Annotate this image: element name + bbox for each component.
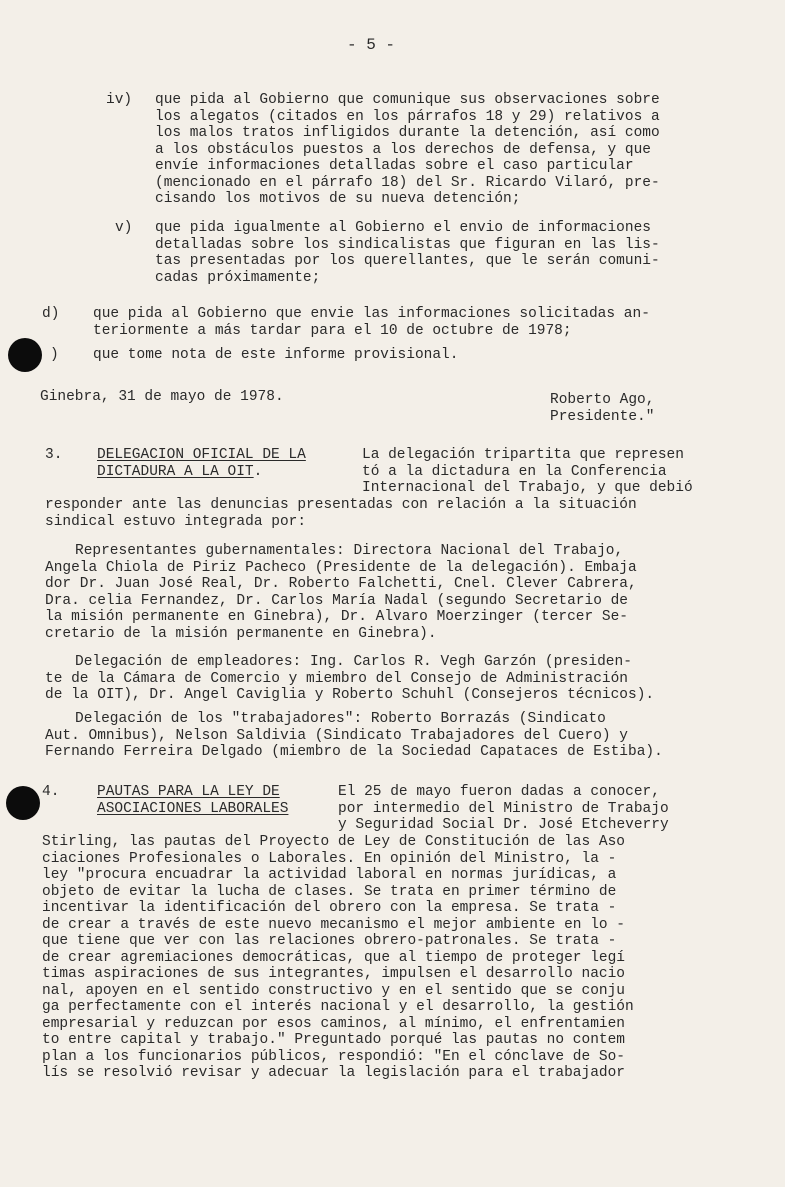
item-iv-text [155, 92, 660, 208]
text-line: Stirling, las pautas del Proyecto de Ley de Constitución de las Aso [42, 834, 625, 850]
text-line: incentivar la identificación del obrero con la empresa. Se trata - [42, 900, 617, 916]
binder-hole-top [8, 338, 42, 372]
text-line: y Seguridad Social Dr. José Etcheverry [338, 817, 669, 833]
text-line: que pida al Gobierno que envie las informaciones solicitadas an- [93, 306, 650, 322]
employers-delegation-paragraph [45, 654, 654, 704]
section-3-heading-line: DICTADURA A LA OIT [97, 463, 254, 480]
section-3-heading-end: . [253, 463, 263, 480]
text-line: la misión permanente en Ginebra), Dr. Alvaro Moerzinger (tercer Se- [45, 609, 628, 625]
text-line: Delegación de los "trabajadores": Roberto Borrazás (Sindicato [75, 711, 606, 727]
text-line: dor Dr. Juan José Real, Dr. Roberto Falchetti, Cnel. Clever Cabrera, [45, 576, 637, 592]
text-line: cretario de la misión permanente en Ginebra). [45, 625, 437, 642]
section-4-body [42, 834, 634, 1082]
text-line: Representantes gubernamentales: Directora Nacional del Trabajo, [75, 543, 624, 559]
text-line: to entre capital y trabajo." Preguntado porqué las pautas no contem [42, 1032, 625, 1048]
government-representatives-paragraph [45, 543, 637, 642]
text-line: La delegación tripartita que represen [362, 447, 684, 463]
text-line: tó a la dictadura en la Conferencia [362, 463, 667, 480]
binder-hole-bottom [6, 786, 40, 820]
text-line: lís se resolvió revisar y adecuar la legislación para el trabajador [42, 1065, 625, 1081]
text-line: Delegación de empleadores: Ing. Carlos R. Vegh Garzón (presiden- [75, 654, 632, 670]
workers-delegation-paragraph [45, 711, 663, 761]
place-date: Ginebra, 31 de mayo de 1978. [40, 389, 284, 405]
text-line: Dra. celia Fernandez, Dr. Carlos María Nadal (segundo Secretario de [45, 592, 628, 609]
section-4-heading-line: PAUTAS PARA LA LEY DE [97, 784, 280, 800]
text-line: ley "procura encuadrar la actividad laboral en normas jurídicas, a [42, 867, 617, 883]
text-line: que pida igualmente al Gobierno el envio de informaciones [155, 220, 651, 236]
item-v-label: v) [115, 220, 133, 236]
text-line: responder ante las denuncias presentadas con relación a la situación [45, 497, 637, 513]
item-iv-label: iv) [106, 92, 133, 108]
section-4-intro [338, 784, 669, 834]
item-d-label: d) [42, 306, 60, 322]
signatory-role: Presidente." [550, 408, 655, 425]
text-line: detalladas sobre los sindicalistas que figuran en las lis- [155, 236, 660, 253]
text-line: plan a los funcionarios públicos, respondió: "En el cónclave de So- [42, 1048, 625, 1065]
text-line: los malos tratos infligidos durante la detención, así como [155, 125, 660, 141]
text-line: El 25 de mayo fueron dadas a conocer, [338, 784, 660, 800]
text-line: que tome nota de este informe provisional. [93, 347, 459, 363]
text-line: de crear a través de este nuevo mecanismo el mejor ambiente en lo - [42, 916, 625, 933]
item-d-text [93, 306, 650, 339]
text-line: de crear agremiaciones democráticas, que al tiempo de proteger legí [42, 949, 625, 966]
text-line: que tiene que ver con las relaciones obrero-patronales. Se trata - [42, 933, 617, 949]
text-line: por intermedio del Ministro de Trabajo [338, 800, 669, 817]
item-v-text [155, 220, 660, 286]
text-line: Internacional del Trabajo, y que debió [362, 480, 693, 496]
text-line: Aut. Omnibus), Nelson Saldivia (Sindicato Trabajadores del Cuero) y [45, 727, 628, 744]
signatory-name: Roberto Ago, [550, 392, 655, 408]
text-line: cisando los motivos de su nueva detención; [155, 191, 521, 207]
text-line: cadas próximamente; [155, 269, 321, 286]
item-e-text [93, 347, 458, 364]
text-line: ciaciones Profesionales o Laborales. En opinión del Ministro, la - [42, 850, 617, 867]
text-line: los alegatos (citados en los párrafos 18 y 29) relativos a [155, 108, 660, 125]
text-line: a los obstáculos puestos a los derechos de defensa, y que [155, 141, 651, 158]
signature-block [550, 392, 654, 425]
section-4-number: 4. [42, 784, 60, 800]
text-line: empresarial y reduzcan por esos caminos, al mínimo, el enfrentamien [42, 1015, 625, 1032]
text-line: de la OIT), Dr. Angel Caviglia y Roberto Schuhl (Consejeros técnicos). [45, 687, 655, 703]
text-line: objeto de evitar la lucha de clases. Se trata en primer término de [42, 883, 617, 900]
section-4-heading-line: ASOCIACIONES LABORALES [97, 800, 289, 817]
section-4-heading [97, 784, 288, 817]
section-3-number: 3. [45, 447, 63, 463]
text-line: sindical estuvo integrada por: [45, 513, 307, 530]
text-line: ga perfectamente con el interés nacional y el desarrollo, la gestión [42, 999, 634, 1015]
text-line: tas presentadas por los querellantes, que le serán comuni- [155, 253, 660, 269]
page-number: - 5 - [347, 36, 396, 54]
section-3-heading-line: DELEGACION OFICIAL DE LA [97, 447, 306, 463]
item-e-label: ) [50, 347, 59, 363]
text-line: (mencionado en el párrafo 18) del Sr. Ricardo Vilaró, pre- [155, 174, 660, 191]
section-3-intro [362, 447, 693, 497]
section-3-heading [97, 447, 306, 480]
text-line: timas aspiraciones de sus integrantes, impulsen el desarrollo nacio [42, 966, 625, 982]
text-line: Angela Chiola de Piriz Pacheco (Presidente de la delegación). Embaja [45, 559, 637, 576]
text-line: que pida al Gobierno que comunique sus observaciones sobre [155, 92, 660, 108]
text-line: envíe informaciones detalladas sobre el caso particular [155, 158, 634, 174]
text-line: te de la Cámara de Comercio y miembro del Consejo de Administración [45, 670, 628, 687]
text-line: teriormente a más tardar para el 10 de octubre de 1978; [93, 322, 572, 339]
text-line: nal, apoyen en el sentido constructivo y en el sentido que se conju [42, 982, 625, 999]
text-line: Fernando Ferreira Delgado (miembro de la Sociedad Capataces de Estiba). [45, 744, 663, 760]
section-3-body [45, 497, 637, 530]
